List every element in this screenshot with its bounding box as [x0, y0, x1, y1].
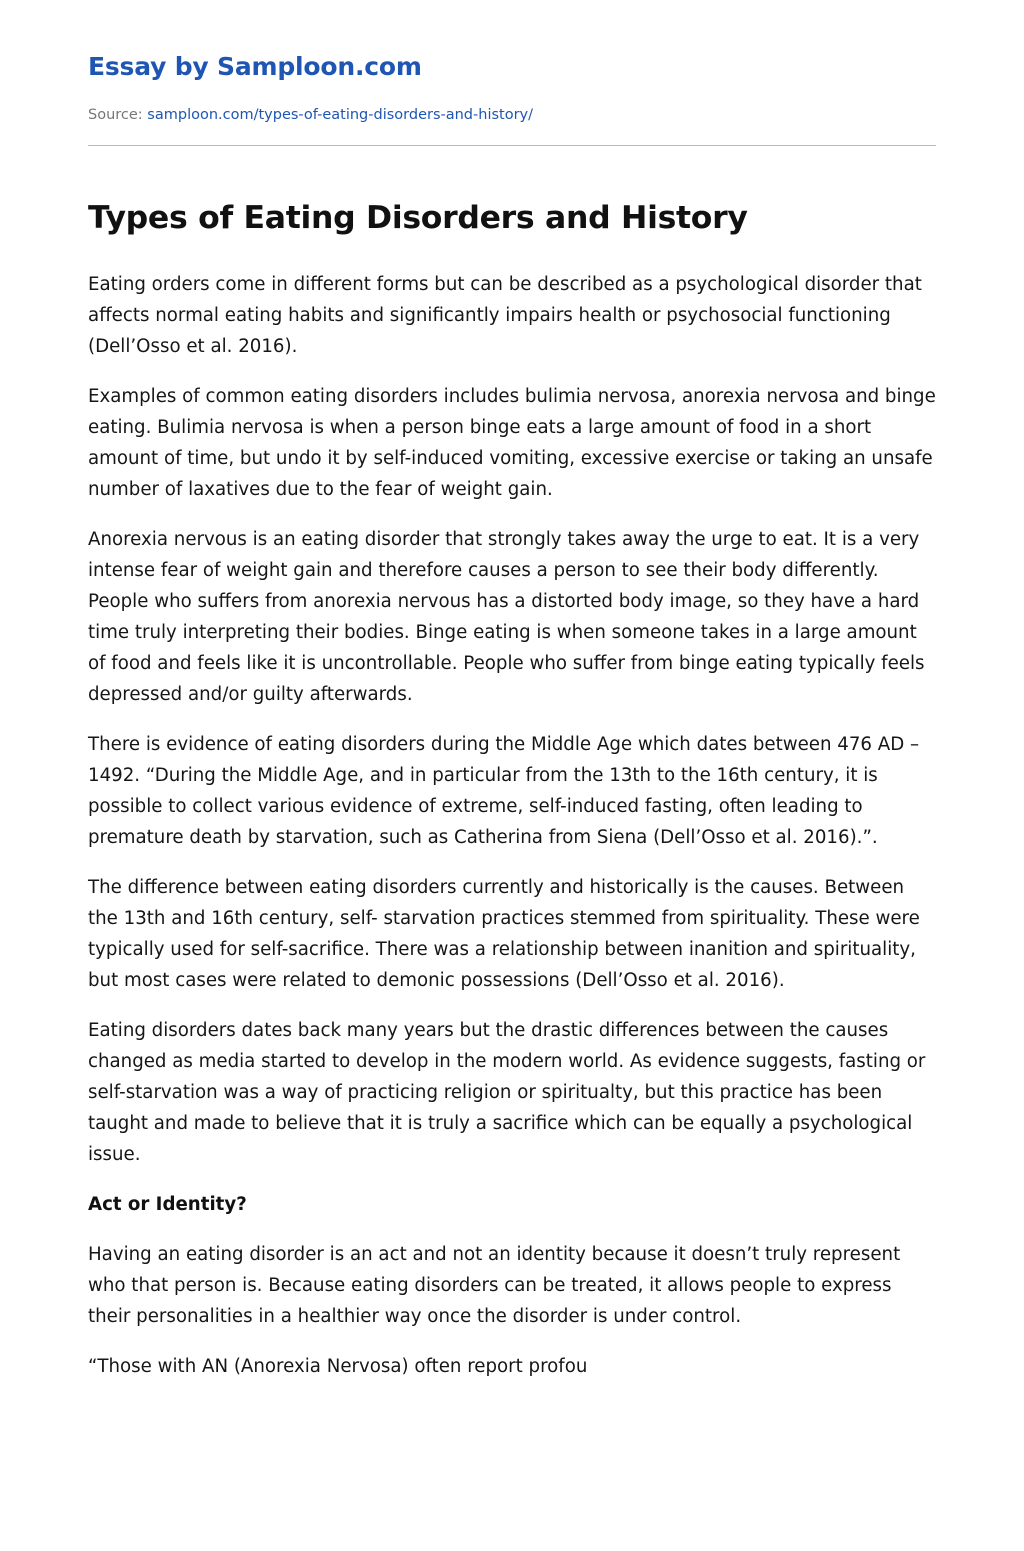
essay-title: Types of Eating Disorders and History [88, 200, 748, 236]
essay-body [88, 269, 938, 1401]
source-link[interactable]: samploon.com/types-of-eating-disorders-and-history/ [147, 107, 534, 123]
paragraph: Eating orders come in different forms but can be described as a psychological disorder that affects normal eating habits and significantly impairs health or psychosocial functioning (Dell’Osso et al. 2016). [88, 274, 922, 357]
paragraph: The difference between eating disorders currently and historically is the causes. Between the 13th and 16th century, self- starvation practices stemmed from spirituality. These were typically used for self-sacrifice. There was a relationship between inanition and spirituality, but most cases were related to demonic possessions (Dell’Osso et al. 2016). [88, 877, 920, 991]
paragraph-truncated: “Those with AN (Anorexia Nervosa) often report profou [88, 1356, 588, 1377]
paragraph: Eating disorders dates back many years but the drastic differences between the causes changed as media started to develop in the modern world. As evidence suggests, fasting or self-starvation was a way of practicing religion or spiritualty, but this practice has been taught and made to believe that it is truly a sacrifice which can be equally a psychological issue. [88, 1020, 926, 1165]
section-subheading: Act or Identity? [88, 1194, 247, 1215]
brand-title[interactable]: Essay by Samploon.com [88, 52, 422, 81]
paragraph: Examples of common eating disorders includes bulimia nervosa, anorexia nervosa and binge eating. Bulimia nervosa is when a person binge eats a large amount of food in a short amount of time, but undo it by self-induced vomiting, excessive exercise or taking an unsafe number of laxatives due to the fear of weight gain. [88, 386, 936, 500]
paragraph: Having an eating disorder is an act and not an identity because it doesn’t truly represent who that person is. Because eating disorders can be treated, it allows people to express their personalities in a healthier way once the disorder is under control. [88, 1244, 901, 1327]
paragraph: There is evidence of eating disorders during the Middle Age which dates between 476 AD – 1492. “During the Middle Age, and in particular from the 13th to the 16th century, it is possible to collect various evidence of extreme, self-induced fasting, often leading to premature death by starvation, such as Catherina from Siena (Dell’Osso et al. 2016).”. [88, 734, 920, 848]
source-label: Source: [88, 107, 143, 123]
paragraph: Anorexia nervous is an eating disorder that strongly takes away the urge to eat. It is a very intense fear of weight gain and therefore causes a person to see their body differently. People who suffers from anorexia nervous has a distorted body image, so they have a hard time truly interpreting their bodies. Binge eating is when someone takes in a large amount of food and feels like it is uncontrollable. People who suffer from binge eating typically feels depressed and/or guilty afterwards. [88, 529, 925, 705]
header-divider [88, 145, 936, 146]
source-line [88, 107, 533, 123]
